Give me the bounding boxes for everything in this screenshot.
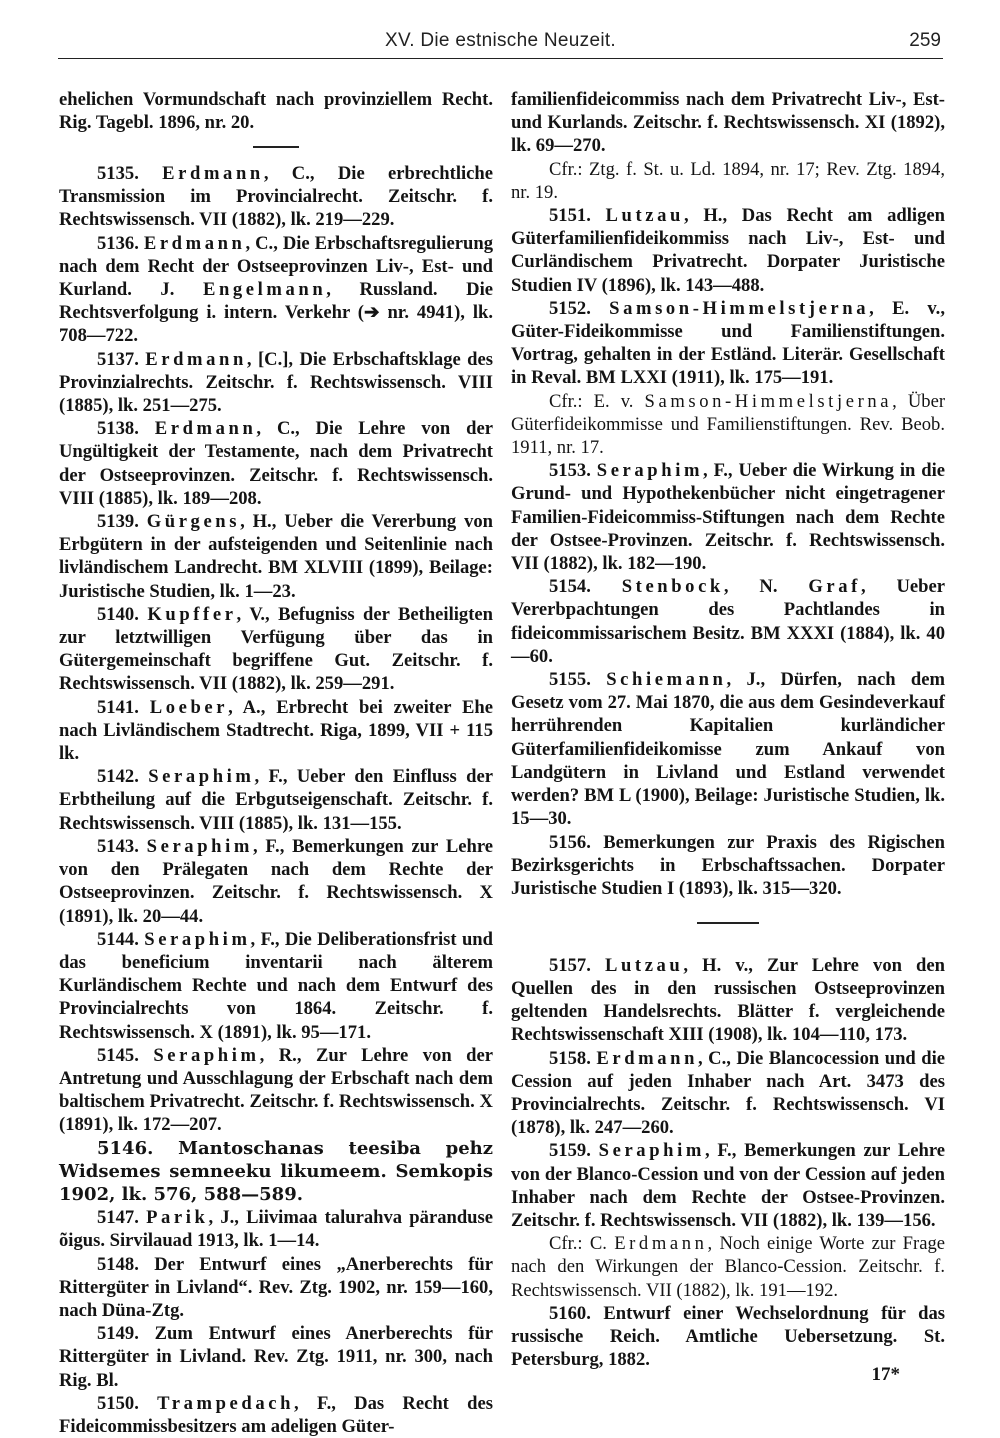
entry-5145 xyxy=(59,1044,493,1137)
entry-text: , C., Die erbrechtliche Transmission im Provincialrecht. Zeitschr. f. Rechtswissensch. VII (1882), lk. 219—229. xyxy=(59,163,493,231)
entry-author: Erdmann xyxy=(596,1047,699,1069)
entry-author: Lutzau xyxy=(605,205,684,227)
entry-author: Kupffer xyxy=(147,603,237,625)
entry-number: 5142. xyxy=(97,766,139,788)
entry-author: Erdmann xyxy=(154,418,257,440)
entry-number: 5145. xyxy=(97,1044,139,1066)
entry-text: , H., Das Recht am adligen Güterfamilienfideikommiss nach Liv-, Est- und Curländischem Privatrecht. Dorpater Juristische Studien IV (1896), lk. 143—488. xyxy=(511,205,945,296)
entry-text: , J., Liivimaa talurahva päranduse õigus. Sirvilauad 1913, lk. 1—14. xyxy=(59,1207,494,1252)
entry-number: 5160. xyxy=(549,1302,591,1324)
entry-5147 xyxy=(59,1206,493,1252)
entry-text: , F., Die Deliberationsfrist und das beneficium inventarii nach älterem Kurländischem Rechte und nach dem Entwurf des Provincialrechts von 1864. Zeitschr. f. Rechtswissensch. X (1891), lk. 95—171. xyxy=(59,928,493,1043)
cfr-author: Samson-Himmelstjerna xyxy=(644,390,893,412)
running-title: XV. Die estnische Neuzeit. xyxy=(385,30,616,51)
entry-5152 xyxy=(511,297,945,390)
entry-author: Lutzau xyxy=(604,954,684,976)
cross-reference xyxy=(511,1232,945,1302)
entry-author: Parik xyxy=(146,1207,209,1229)
entry-text: Entwurf einer Wechselordnung für das russische Reich. Amtliche Uebersetzung. St. Petersburg, 1882. xyxy=(511,1302,945,1371)
cfr-prefix: Cfr.: E. v. xyxy=(549,390,645,412)
page-number: 259 xyxy=(909,30,941,51)
entry-text: , E. v., Güter-Fideikommisse und Familienstiftungen. Vortrag, gehalten in der Estländ. Literär. Gesellschaft in Reval. BM LXXI (1911), lk. 175—191. xyxy=(511,297,945,389)
entry-author: Seraphim xyxy=(153,1044,260,1066)
entry-number: 5139. xyxy=(97,511,139,533)
entry-text: Der Entwurf eines „Anerberechts für Rittergüter in Livland“. Rev. Ztg. 1902, nr. 159—160, nach Düna-Ztg. xyxy=(59,1253,493,1321)
entry-number: 5149. xyxy=(97,1323,139,1345)
entry-text: , F., Bemerkungen zur Lehre von der Blanco-Cession und von der Cession auf jeden Inhaber nach dem Rechte der Ostsee-Provinzen. Zeitschr. f. Rechtswissensch. VII (1882), lk. 139—156. xyxy=(511,1140,945,1231)
entry-text: , F., Ueber die Wirkung in die Grund- und Hypothekenbücher nicht eingetragener Familien-Fideicommiss-Stiftungen nach dem Rechte der Ostsee-Provinzen. Zeitschr. f. Rechtswissensch. VII (1882), lk. 182—190. xyxy=(511,460,945,575)
entry-text: , N. xyxy=(723,576,809,598)
entry-text: , C., Die Erbschaftsregulierung nach dem Recht der Ostseeprovinzen Liv-, Est- und Kurland. J. xyxy=(59,232,494,301)
entry-number: 5158. xyxy=(549,1047,591,1069)
entry-number: 5136. xyxy=(97,232,139,254)
entry-number: 5157. xyxy=(549,954,591,976)
entry-text: , A., Erbrecht bei zweiter Ehe nach Livländischem Stadtrecht. Riga, 1899, VII + 115 lk. xyxy=(59,696,493,765)
entry-number: 5152. xyxy=(549,297,591,319)
entry-text: , H. v., Zur Lehre von den Quellen des in den russischen Ostseeprovinzen geltenden Handelsrechts. Blätter f. vergleichende Rechtswissenschaft XIII (1908), lk. 104—110, 173. xyxy=(511,954,945,1046)
cfr-text: , Noch einige Worte zur Frage nach den Wirkungen der Blanco-Cession. Zeitschr. f. Rechtswissensch. VII (1882), lk. 191—192. xyxy=(511,1233,945,1301)
entry-number: 5150. xyxy=(97,1392,139,1414)
entry-author: Seraphim xyxy=(146,835,253,857)
entry-author: Gürgens xyxy=(146,511,241,533)
entry-text-blackletter: Mantoschanas teesiba pehz Widsemes semneeku likumeem. Semkopis 1902, lk. 576, 588—589. xyxy=(59,1137,493,1205)
entry-author: Loeber xyxy=(149,696,229,718)
entry-text: , V., Befugniss der Betheiligten zur letztwilligen Verfügung über das in Gütergemeinschaft begriffene Gut. Zeitschr. f. Rechtswissensch. VII (1882), lk. 259—291. xyxy=(59,603,493,695)
entry-5137 xyxy=(59,348,493,418)
entry-5141 xyxy=(59,696,493,766)
entry-5154 xyxy=(511,575,945,668)
entry-5135 xyxy=(59,162,493,232)
entry-number: 5148. xyxy=(97,1253,139,1275)
entry-text: , F., Ueber den Einfluss der Erbtheilung auf die Erbgutseigenschaft. Zeitschr. f. Rechtswissensch. VIII (1885), lk. 131—155. xyxy=(59,766,493,834)
cross-reference: Cfr.: Ztg. f. St. u. Ld. 1894, nr. 17; Rev. Ztg. 1894, nr. 19. xyxy=(511,158,945,203)
entry-number: 5137. xyxy=(97,348,139,370)
entry-5139 xyxy=(59,510,493,603)
cfr-prefix: Cfr.: C. xyxy=(549,1233,615,1255)
entry-number: 5140. xyxy=(97,603,139,625)
entry-number: 5156. xyxy=(549,831,591,853)
entry-number: 5144. xyxy=(97,928,139,950)
entry-5156 xyxy=(511,831,945,901)
entry-5155 xyxy=(511,668,945,830)
left-column xyxy=(59,88,493,1438)
entry-5140 xyxy=(59,603,493,696)
section-divider xyxy=(253,146,299,148)
entry-text: , [C.], Die Erbschaftsklage des Provinzialrechts. Zeitschr. f. Rechtswissensch. VIII (1885), lk. 251—275. xyxy=(59,348,493,417)
entry-text: Bemerkungen zur Praxis des Rigischen Bezirksgerichts in Erbschaftssachen. Dorpater Juristische Studien I (1893), lk. 315—320. xyxy=(511,831,945,899)
entry-author: Schiemann xyxy=(606,669,727,691)
entry-number: 5151. xyxy=(549,205,591,227)
entry-text: , J., Dürfen, nach dem Gesetz vom 27. Mai 1870, die aus dem Gesindeverkauf herrührenden Kapitalien kurländicher Güterfamilienfideikomisse zum Ankauf von Landgütern in Livland und Estland verwendet werden? BM L (1900), Beilage: Juristische Studien, lk. 15—30. xyxy=(511,669,945,830)
right-column xyxy=(511,88,945,1371)
entry-number: 5147. xyxy=(97,1207,139,1229)
entry-author: Seraphim xyxy=(148,766,255,788)
cfr-author: Erdmann xyxy=(614,1233,708,1255)
entry-author-2: Engelmann xyxy=(202,279,327,301)
entry-text: , F., Das Recht des Fideicommissbesitzers am adeligen Güter- xyxy=(59,1392,493,1437)
entry-5153 xyxy=(511,459,945,575)
entry-author: Seraphim xyxy=(598,1140,705,1162)
signature-mark: 17* xyxy=(871,1364,900,1385)
cfr-text: , Über Güterfideikommisse und Familienstiftungen. Rev. Beob. 1911, nr. 17. xyxy=(511,390,946,459)
entry-5160 xyxy=(511,1302,945,1372)
entry-5151 xyxy=(511,204,945,297)
entry-5146 xyxy=(59,1137,493,1207)
entry-5150 xyxy=(59,1392,493,1438)
entry-number: 5154. xyxy=(549,576,591,598)
entry-text-2: , Ueber Vererbpachtungen des Pachtlandes in fideicommissarischem Besitz. BM XXXI (1884), lk. 40—60. xyxy=(511,576,945,667)
entry-number: 5138. xyxy=(97,418,139,440)
entry-author: Erdmann xyxy=(143,232,246,254)
entry-number: 5159. xyxy=(549,1140,591,1162)
entry-author: Seraphim xyxy=(144,928,251,950)
entry-text: , C., Die Blancocession und die Cession auf jeden Inhaber nach Art. 3473 des Provincialrechts. Zeitschr. f. Rechtswissensch. VI (1878), lk. 247—260. xyxy=(511,1047,946,1139)
entry-continuation: ehelichen Vormundschaft nach provinziellem Recht. Rig. Tagebl. 1896, nr. 20. xyxy=(59,89,493,134)
entry-number: 5155. xyxy=(549,669,591,691)
entry-number: 5135. xyxy=(97,163,139,184)
entry-text: , H., Ueber die Vererbung von Erbgütern in der aufsteigenden und Seitenlinie nach livländischem Landrecht. BM XLVIII (1899), Beilage: Juristische Studien, lk. 1—23. xyxy=(59,511,493,602)
running-header xyxy=(58,28,943,59)
entry-5157 xyxy=(511,954,945,1047)
entry-5142 xyxy=(59,765,493,835)
entry-author-2: Graf xyxy=(808,576,861,598)
entry-text: , R., Zur Lehre von der Antretung und Ausschlagung der Erbschaft nach dem baltischem Privatrecht. Zeitschr. f. Rechtswissensch. X (1891), lk. 172—207. xyxy=(59,1044,493,1136)
entry-5144 xyxy=(59,928,493,1044)
entry-number: 5153. xyxy=(549,460,591,482)
entry-5159 xyxy=(511,1139,945,1232)
entry-5149 xyxy=(59,1322,493,1392)
entry-number: 5146. xyxy=(97,1137,154,1159)
entry-number: 5141. xyxy=(97,696,139,718)
entry-author: Seraphim xyxy=(596,460,704,482)
entry-5143 xyxy=(59,835,493,928)
section-divider xyxy=(697,922,759,924)
entry-author: Samson-Himmelstjerna xyxy=(609,297,870,319)
cross-reference xyxy=(511,390,945,460)
entry-5158 xyxy=(511,1047,945,1140)
entry-text: Zum Entwurf eines Anerberechts für Rittergüter in Livland. Rev. Ztg. 1911, nr. 300, nach Rig. Bl. xyxy=(59,1323,493,1391)
entry-text-2: , Russland. Die Rechtsverfolgung i. intern. Verkehr (➔ nr. 4941), lk. 708—722. xyxy=(59,279,493,347)
entry-number: 5143. xyxy=(97,835,139,857)
entry-text: , C., Die Lehre von der Ungültigkeit der Testamente, nach dem Privatrecht der Ostseeprovinzen. Zeitschr. f. Rechtswissensch. VIII (1885), lk. 189—208. xyxy=(59,418,493,509)
entry-5136 xyxy=(59,232,493,348)
entry-text: , F., Bemerkungen zur Lehre von den Prälegaten nach dem Rechte der Ostseeprovinzen. Zeitschr. f. Rechtswissensch. X (1891), lk. 20—44. xyxy=(59,835,493,927)
entry-5148 xyxy=(59,1253,493,1323)
entry-author: Erdmann xyxy=(162,163,264,184)
entry-author: Stenbock xyxy=(621,576,724,598)
entry-author: Erdmann xyxy=(145,348,247,370)
entry-continuation: familienfideicommiss nach dem Privatrecht Liv-, Est- und Kurlands. Zeitschr. f. Rechtswissensch. XI (1892), lk. 69—270. xyxy=(511,89,945,157)
entry-author: Trampedach xyxy=(157,1392,295,1414)
entry-5138 xyxy=(59,417,493,510)
